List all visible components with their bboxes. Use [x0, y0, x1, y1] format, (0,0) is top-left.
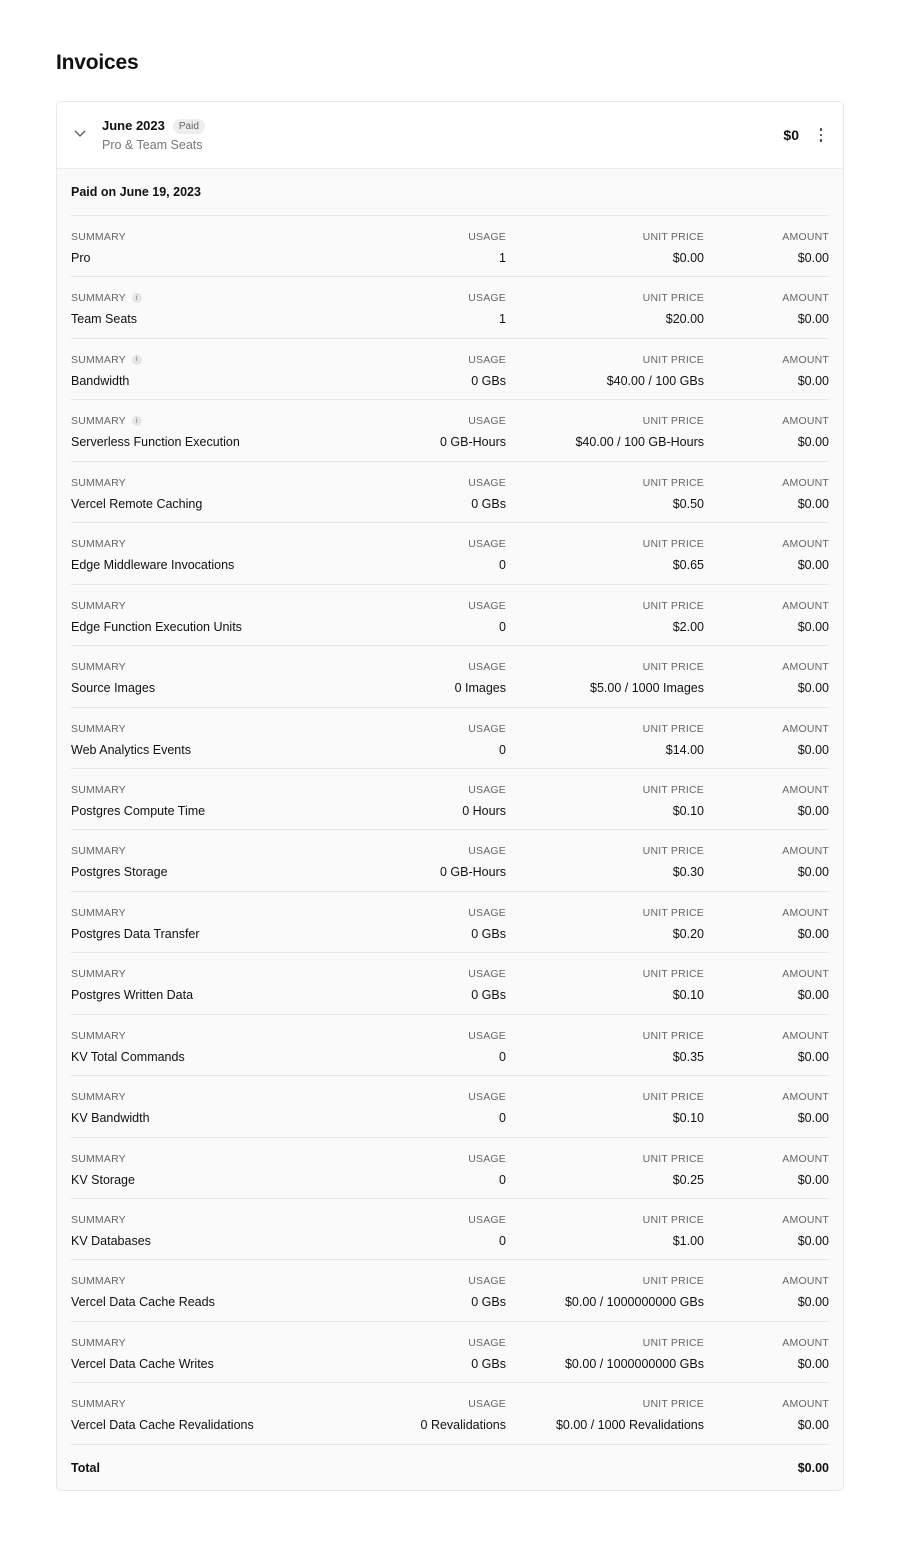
amount-label: AMOUNT [782, 1091, 829, 1104]
usage-label: USAGE [468, 415, 506, 428]
unit-price-label: UNIT PRICE [642, 783, 704, 796]
item-unit-price: $0.00 / 1000000000 GBs [564, 1356, 704, 1371]
summary-label: SUMMARY [71, 968, 126, 981]
item-name: Vercel Data Cache Revalidations [71, 1418, 254, 1433]
unit-price-label: UNIT PRICE [642, 845, 704, 858]
amount-label: AMOUNT [782, 1214, 829, 1226]
unit-price-label: UNIT PRICE [642, 1091, 704, 1104]
usage-label: USAGE [468, 476, 506, 489]
usage-label: USAGE [468, 292, 506, 305]
amount-label: AMOUNT [782, 292, 829, 305]
item-unit-price: $2.00 [672, 619, 704, 634]
summary-label: SUMMARY [71, 599, 126, 612]
line-item-row [71, 769, 829, 830]
line-item-row [71, 400, 829, 461]
amount-label: AMOUNT [782, 906, 829, 919]
summary-label: SUMMARY [71, 661, 126, 674]
unit-price-label: UNIT PRICE [642, 1152, 704, 1165]
amount-label: AMOUNT [782, 231, 829, 243]
item-usage: 1 [499, 312, 506, 327]
summary-label: SUMMARY [71, 906, 126, 919]
item-amount: $0.00 [797, 558, 829, 573]
amount-label: AMOUNT [782, 661, 829, 674]
item-name: Pro [71, 251, 91, 265]
amount-label: AMOUNT [782, 783, 829, 796]
invoice-plan: Pro & Team Seats [102, 138, 203, 152]
summary-label: SUMMARY [71, 1029, 126, 1042]
amount-label: AMOUNT [782, 538, 829, 551]
usage-label: USAGE [468, 231, 506, 243]
status-badge: Paid [173, 119, 205, 134]
line-item-row [71, 1199, 829, 1260]
paid-date: Paid on June 19, 2023 [71, 169, 829, 216]
item-amount: $0.00 [797, 926, 829, 941]
unit-price-label: UNIT PRICE [642, 599, 704, 612]
item-name: Edge Function Execution Units [71, 619, 242, 634]
item-unit-price: $14.00 [665, 742, 704, 757]
usage-label: USAGE [468, 538, 506, 551]
item-unit-price: $0.30 [672, 865, 704, 880]
item-amount: $0.00 [797, 435, 829, 450]
total-label: Total [71, 1460, 100, 1475]
unit-price-label: UNIT PRICE [642, 476, 704, 489]
item-name: Vercel Remote Caching [71, 496, 203, 511]
item-unit-price: $0.65 [672, 558, 704, 573]
amount-label: AMOUNT [782, 1152, 829, 1165]
item-name: Web Analytics Events [71, 742, 191, 757]
item-name: Source Images [71, 681, 156, 696]
amount-label: AMOUNT [782, 1398, 829, 1411]
line-item-row [71, 646, 829, 707]
item-name: KV Databases [71, 1234, 151, 1248]
item-unit-price: $1.00 [672, 1234, 704, 1248]
unit-price-label: UNIT PRICE [642, 968, 704, 981]
item-amount: $0.00 [797, 312, 829, 327]
item-name: Postgres Written Data [71, 988, 194, 1003]
item-usage: 0 GB-Hours [440, 435, 506, 450]
item-usage: 0 [499, 558, 506, 573]
item-name: Team Seats [71, 312, 138, 327]
item-unit-price: $0.25 [672, 1172, 704, 1187]
summary-label: SUMMARY [71, 1152, 126, 1165]
item-name: KV Total Commands [71, 1049, 185, 1064]
usage-label: USAGE [468, 1029, 506, 1042]
amount-label: AMOUNT [782, 599, 829, 612]
amount-label: AMOUNT [782, 968, 829, 981]
unit-price-label: UNIT PRICE [642, 1029, 704, 1042]
unit-price-label: UNIT PRICE [642, 1336, 704, 1349]
total-amount: $0.00 [797, 1460, 829, 1475]
item-name: Postgres Storage [71, 865, 168, 880]
line-item-row [71, 1076, 829, 1137]
item-amount: $0.00 [797, 681, 829, 696]
item-amount: $0.00 [797, 988, 829, 1003]
item-unit-price: $5.00 / 1000 Images [590, 681, 704, 696]
amount-label: AMOUNT [782, 1029, 829, 1042]
amount-label: AMOUNT [782, 1336, 829, 1349]
item-name: Vercel Data Cache Writes [71, 1356, 214, 1371]
summary-label: SUMMARY [71, 231, 126, 243]
item-usage: 0 [499, 1172, 506, 1187]
item-unit-price: $0.00 / 1000 Revalidations [555, 1418, 704, 1433]
line-item-row [71, 708, 829, 769]
summary-label: SUMMARY [71, 415, 126, 428]
line-item-row [71, 1015, 829, 1076]
line-item-row [71, 830, 829, 891]
more-options-icon[interactable] [813, 124, 829, 146]
item-usage: 0 Images [454, 681, 506, 696]
line-item-row [71, 216, 829, 277]
summary-label: SUMMARY [71, 1398, 126, 1411]
usage-label: USAGE [468, 968, 506, 981]
item-name: Vercel Data Cache Reads [71, 1295, 215, 1310]
item-amount: $0.00 [797, 742, 829, 757]
item-usage: 0 GBs [471, 1295, 506, 1310]
item-amount: $0.00 [797, 1049, 829, 1064]
amount-label: AMOUNT [782, 415, 829, 428]
item-unit-price: $20.00 [665, 312, 704, 327]
line-item-row [71, 1138, 829, 1199]
summary-label: SUMMARY [71, 538, 126, 551]
item-unit-price: $0.20 [672, 926, 704, 941]
unit-price-label: UNIT PRICE [642, 1275, 704, 1288]
total-row [71, 1445, 829, 1491]
info-icon[interactable]: i [132, 355, 142, 365]
item-usage: 0 GBs [471, 1356, 506, 1371]
item-amount: $0.00 [797, 1295, 829, 1310]
item-amount: $0.00 [797, 1356, 829, 1371]
info-icon[interactable]: i [132, 293, 142, 303]
usage-label: USAGE [468, 845, 506, 858]
unit-price-label: UNIT PRICE [642, 722, 704, 735]
item-amount: $0.00 [797, 1111, 829, 1126]
item-usage: 0 [499, 1234, 506, 1248]
usage-label: USAGE [468, 353, 506, 366]
item-usage: 0 GBs [471, 926, 506, 941]
line-item-row [71, 892, 829, 953]
page-title: Invoices [56, 51, 139, 74]
item-unit-price: $0.00 / 1000000000 GBs [564, 1295, 704, 1310]
invoice-period-text: June 2023 [102, 118, 165, 133]
summary-label: SUMMARY [71, 292, 126, 305]
item-usage: 0 [499, 742, 506, 757]
summary-label: SUMMARY [71, 1336, 126, 1349]
unit-price-label: UNIT PRICE [642, 906, 704, 919]
item-amount: $0.00 [797, 619, 829, 634]
summary-label: SUMMARY [71, 1275, 126, 1288]
line-item-row [71, 1383, 829, 1444]
chevron-down-icon[interactable] [73, 129, 87, 139]
summary-label: SUMMARY [71, 1091, 126, 1104]
item-unit-price: $0.50 [672, 496, 704, 511]
summary-label: SUMMARY [71, 783, 126, 796]
usage-label: USAGE [468, 661, 506, 674]
item-usage: 0 [499, 1111, 506, 1126]
unit-price-label: UNIT PRICE [642, 538, 704, 551]
item-usage: 0 Revalidations [420, 1418, 506, 1433]
item-name: KV Bandwidth [71, 1111, 150, 1126]
item-name: Postgres Data Transfer [71, 926, 200, 941]
usage-label: USAGE [468, 722, 506, 735]
item-name: Edge Middleware Invocations [71, 558, 235, 573]
usage-label: USAGE [468, 599, 506, 612]
item-usage: 0 GBs [471, 496, 506, 511]
item-amount: $0.00 [797, 803, 829, 818]
item-usage: 0 [499, 619, 506, 634]
summary-label: SUMMARY [71, 353, 126, 366]
invoice-card [56, 101, 844, 1491]
item-amount: $0.00 [797, 865, 829, 880]
item-amount: $0.00 [797, 1234, 829, 1248]
invoice-period [102, 118, 205, 134]
amount-label: AMOUNT [782, 722, 829, 735]
line-item-row [71, 1322, 829, 1383]
info-icon[interactable]: i [132, 416, 142, 426]
item-amount: $0.00 [797, 251, 829, 265]
invoice-total: $0 [783, 127, 799, 143]
unit-price-label: UNIT PRICE [642, 292, 704, 305]
amount-label: AMOUNT [782, 845, 829, 858]
unit-price-label: UNIT PRICE [642, 1214, 704, 1226]
usage-label: USAGE [468, 1152, 506, 1165]
item-unit-price: $40.00 / 100 GB-Hours [575, 435, 704, 450]
summary-label: SUMMARY [71, 845, 126, 858]
invoice-header[interactable] [57, 102, 843, 169]
line-item-row [71, 462, 829, 523]
summary-label: SUMMARY [71, 722, 126, 735]
item-usage: 0 GBs [471, 373, 506, 388]
amount-label: AMOUNT [782, 476, 829, 489]
item-unit-price: $0.10 [672, 1111, 704, 1126]
item-unit-price: $0.10 [672, 988, 704, 1003]
line-item-row [71, 523, 829, 584]
item-amount: $0.00 [797, 496, 829, 511]
unit-price-label: UNIT PRICE [642, 661, 704, 674]
unit-price-label: UNIT PRICE [642, 1398, 704, 1411]
usage-label: USAGE [468, 906, 506, 919]
item-usage: 0 GBs [471, 988, 506, 1003]
item-name: Serverless Function Execution [71, 435, 240, 450]
item-amount: $0.00 [797, 1172, 829, 1187]
item-name: Bandwidth [71, 373, 130, 388]
item-usage: 1 [499, 251, 506, 265]
amount-label: AMOUNT [782, 353, 829, 366]
amount-label: AMOUNT [782, 1275, 829, 1288]
item-unit-price: $40.00 / 100 GBs [606, 373, 704, 388]
line-item-row [71, 953, 829, 1014]
line-item-row [71, 339, 829, 400]
usage-label: USAGE [468, 1091, 506, 1104]
item-name: Postgres Compute Time [71, 803, 206, 818]
summary-label: SUMMARY [71, 1214, 126, 1226]
summary-label: SUMMARY [71, 476, 126, 489]
item-amount: $0.00 [797, 1418, 829, 1433]
usage-label: USAGE [468, 1398, 506, 1411]
item-unit-price: $0.00 [672, 251, 704, 265]
item-usage: 0 [499, 1049, 506, 1064]
item-usage: 0 Hours [462, 803, 506, 818]
item-unit-price: $0.10 [672, 803, 704, 818]
item-usage: 0 GB-Hours [440, 865, 506, 880]
unit-price-label: UNIT PRICE [642, 231, 704, 243]
unit-price-label: UNIT PRICE [642, 353, 704, 366]
usage-label: USAGE [468, 1275, 506, 1288]
usage-label: USAGE [468, 783, 506, 796]
item-name: KV Storage [71, 1172, 135, 1187]
line-item-row [71, 585, 829, 646]
line-item-row [71, 1260, 829, 1321]
item-unit-price: $0.35 [672, 1049, 704, 1064]
unit-price-label: UNIT PRICE [642, 415, 704, 428]
line-item-row [71, 277, 829, 338]
item-amount: $0.00 [797, 373, 829, 388]
usage-label: USAGE [468, 1336, 506, 1349]
usage-label: USAGE [468, 1214, 506, 1226]
